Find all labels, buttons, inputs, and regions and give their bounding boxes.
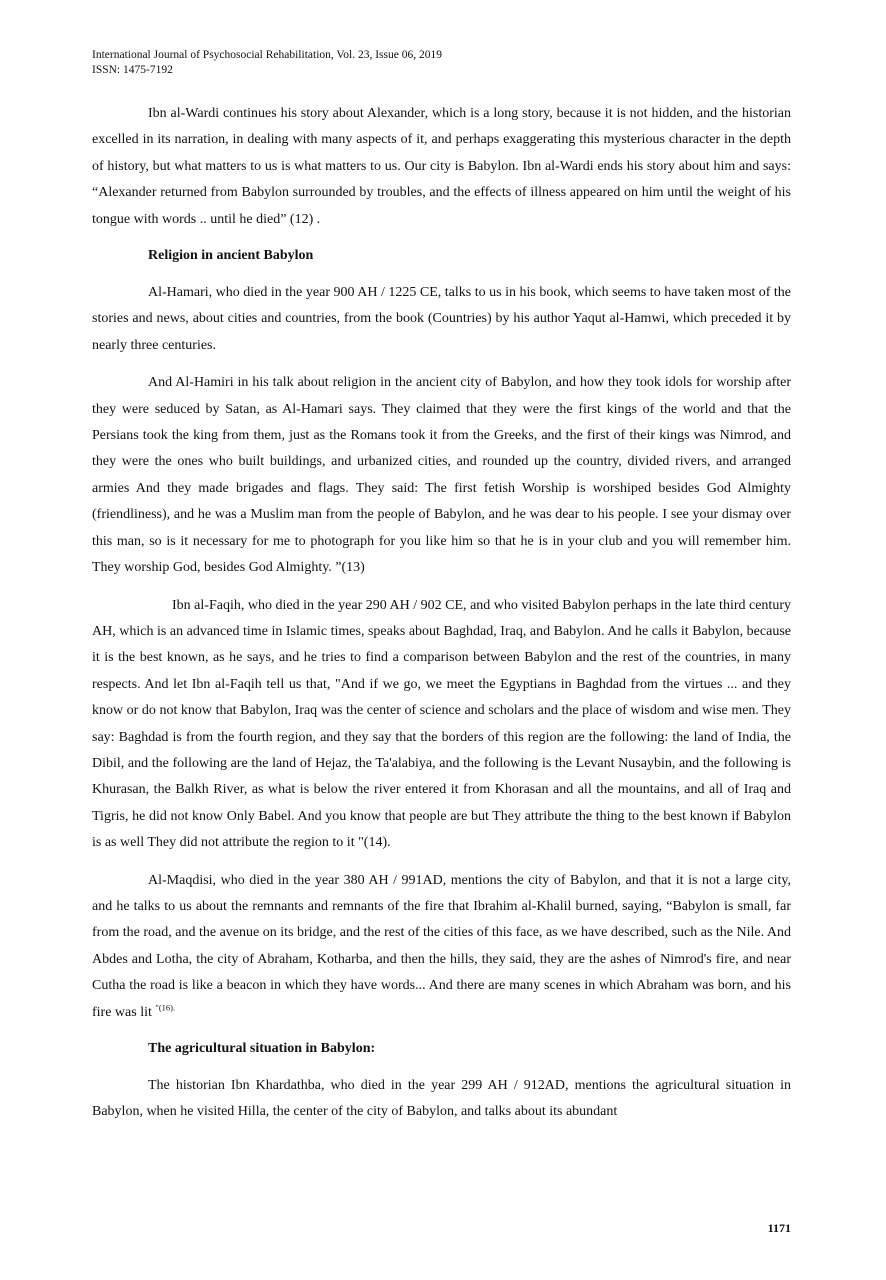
- paragraph-al-hamari: Al-Hamari, who died in the year 900 AH / 1225 CE, talks to us in his book, which seems to have taken most of the stories and news, about cities and countries, from the book (Countries) by his author Yaqut al-Hamwi, which preceded it by nearly three centuries.: [92, 285, 791, 353]
- paragraph-al-hamiri-religion: And Al-Hamiri in his talk about religion in the ancient city of Babylon, and how they took idols for worship after they were seduced by Satan, as Al-Hamari says. They claimed that they were the first kings of the world and that the Persians took the king from them, just as the Romans took it from the Greeks, and the first of their kings was Nimrod, and they were the ones who built buildings, and urbanized cities, and rounded up the country, divided rivers, and arranged armies And they made brigades and flags. They said: The first fetish Worship is worshiped besides God Almighty (friendliness), and he was a Muslim man from the people of Babylon, and he was dear to his people. I see your dismay over this man, so is it necessary for me to photograph for you like him so that he is in your club and you will remember him. They worship God, besides God Almighty. ”(13): [92, 375, 791, 576]
- page-number: 1171: [767, 1221, 791, 1235]
- section-heading-agriculture: The agricultural situation in Babylon:: [148, 1041, 376, 1056]
- article-body: [92, 101, 791, 1137]
- paragraph-al-maqdisi-text: Al-Maqdisi, who died in the year 380 AH / 991AD, mentions the city of Babylon, and that it is not a large city, and he talks to us about the remnants and remnants of the fire that Ibrahim al-Khalil burned, saying, “Babylon is small, far from the road, and the avenue on its bridge, and the rest of the cities of this face, as we have described, such as the Nile. And Abdes and Lotha, the city of Abraham, Kotharba, and then the hills, they said, they are the ashes of Nimrod's fire, and near Cutha the road is like a beacon in which they have words... And there are many scenes in which Abraham was born, and his fire was lit: [92, 872, 791, 1020]
- section-heading-religion: Religion in ancient Babylon: [148, 248, 314, 264]
- paragraph-alexander: Ibn al-Wardi continues his story about Alexander, which is a long story, because it is not hidden, and the historian excelled in its narration, in dealing with many aspects of it, and perhaps exaggerating this mysterious character in the depth of history, but what matters to us is what matters to us. Our city is Babylon. Ibn al-Wardi ends his story about him and says: “Alexander returned from Babylon surrounded by troubles, and the effects of illness appeared on him until the weight of his tongue with words .. until he died” (12) .: [92, 106, 791, 227]
- paragraph-ibn-khardathba: The historian Ibn Khardathba, who died in the year 299 AH / 912AD, mentions the agricultural situation in Babylon, when he visited Hilla, the center of the city of Babylon, and talks about its abundant: [92, 1078, 791, 1120]
- paragraph-al-maqdisi: [92, 868, 791, 1026]
- issn-line: ISSN: 1475-7192: [92, 64, 173, 76]
- journal-citation: International Journal of Psychosocial Rehabilitation, Vol. 23, Issue 06, 2019: [92, 49, 442, 61]
- footnote-ref-16: "(16).: [155, 1001, 176, 1012]
- running-header: [92, 48, 442, 78]
- paragraph-ibn-al-faqih: Ibn al-Faqih, who died in the year 290 AH / 902 CE, and who visited Babylon perhaps in the late third century AH, which is an advanced time in Islamic times, speaks about Baghdad, Iraq, and Babylon. And he calls it Babylon, because it is the best known, as he says, and he tries to find a comparison between Babylon and the rest of the countries, in many respects. And let Ibn al-Faqih tell us that, "And if we go, we meet the Egyptians in Baghdad from the virtues ... and they know or do not know that Babylon, Iraq was the center of science and scholars and the place of wisdom and wise men. They say: Baghdad is from the fourth region, and they say that the borders of this region are the following: the land of India, the Dibil, and the following are the land of Hejaz, the Ta'alabiya, and the following is the Levant Nusaybin, and the following is Khurasan, the Balkh River, as what is below the river entered it from Khorasan and all the mountains, and all of Iraq and Tigris, he did not know Only Babel. And you know that people are but They attribute the thing to the best known if Babylon is as well They did not attribute the region to it "(14).: [92, 597, 791, 851]
